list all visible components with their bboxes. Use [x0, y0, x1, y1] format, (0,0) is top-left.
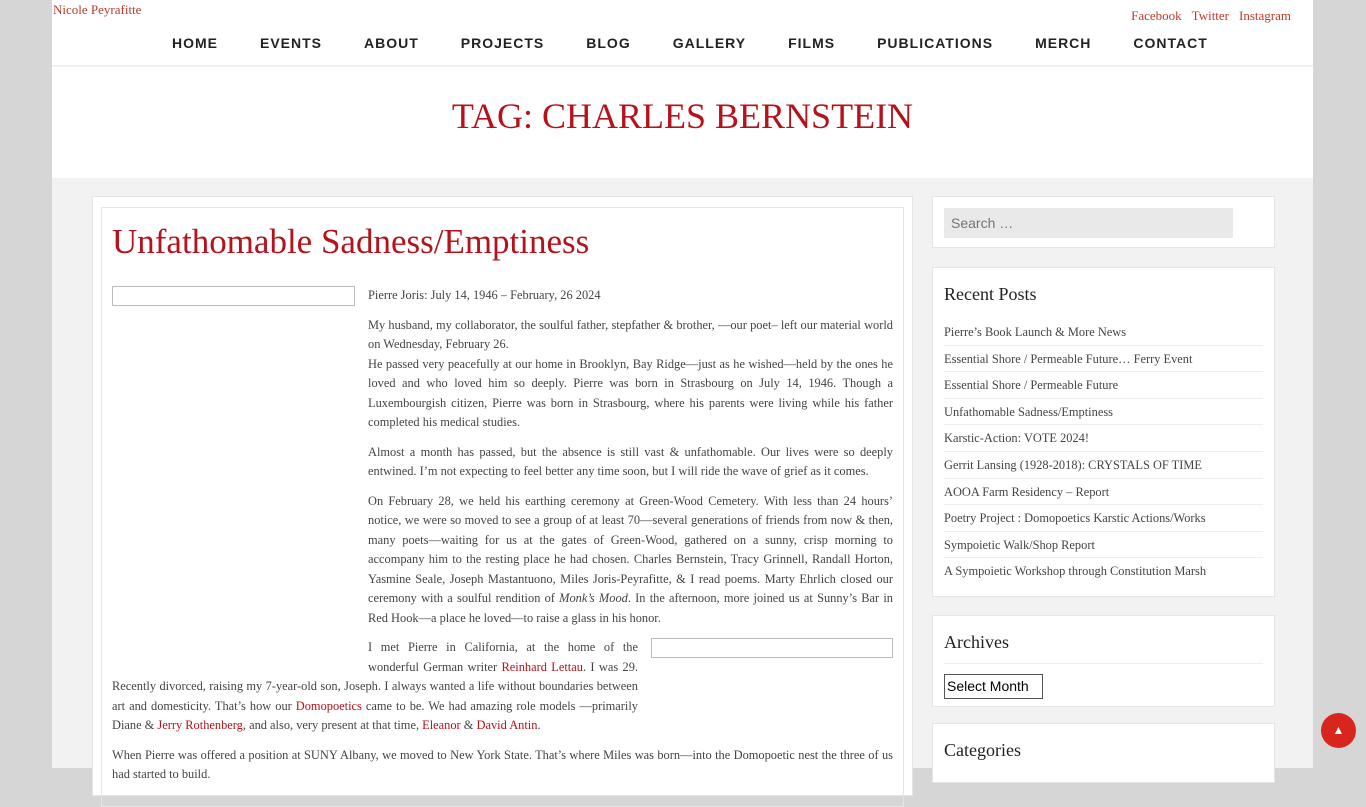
- post-image-left: [112, 286, 355, 658]
- post-paragraph: On February 28, we held his earthing ceremony at Green-Wood Cemetery. With less than 24 hours’ notice, we were so moved to see a group of at least 70—several generations of friends from now & then, many poets—waiting for us at the gates of Green-Wood, gathered on a sunny, crisp morning to accompany him to the resting place he had chosen. Charles Bernstein, Tracy Grinnell, Randall Horton, Yasmine Seale, Joseph Mastantuono, Miles Joris-Peyrafitte, & I read poems. Marty Ehrlich closed our ceremony with a soulful rendition of Monk’s Mood. In the afternoon, more joined us at Sunny’s Bar in Red Hook—a place he loved—to raise a glass in his honor.: [368, 493, 893, 625]
- post-article: [101, 207, 904, 807]
- recent-post-link[interactable]: A Sympoietic Workshop through Constitution Marsh: [944, 564, 1207, 579]
- twitter-link[interactable]: Twitter: [1191, 8, 1230, 23]
- categories-title: Categories: [944, 740, 1021, 760]
- nav-merch[interactable]: MERCH: [1035, 35, 1092, 51]
- nav-films[interactable]: FILMS: [788, 35, 836, 51]
- link-reinhard-lettau[interactable]: Reinhard Lettau: [501, 659, 583, 674]
- search-widget: [932, 196, 1275, 248]
- page-banner: [52, 67, 1313, 178]
- recent-post-link[interactable]: Unfathomable Sadness/Emptiness: [944, 399, 1263, 426]
- post-container: [92, 196, 913, 796]
- page-title: TAG: CHARLES BERNSTEIN: [451, 96, 914, 136]
- link-david-antin[interactable]: David Antin: [476, 718, 538, 732]
- link-domopoetics[interactable]: Domopoetics: [295, 698, 362, 713]
- recent-posts-widget: [932, 267, 1275, 597]
- recent-post-link[interactable]: AOOA Farm Residency – Report: [944, 479, 1263, 506]
- post-paragraph: Almost a month has passed, but the absence is still vast & unfathomable. Our lives were so deeply entwined. I’m not expecting to feel better any time soon, but I will ride the wave of grief as it comes.: [368, 444, 893, 478]
- nav-about[interactable]: ABOUT: [364, 35, 419, 51]
- archives-title: Archives: [944, 632, 1263, 664]
- post-paragraph: When Pierre was offered a position at SUNY Albany, we moved to New York State. That’s where Miles was born—into the Domopoetic nest the three of us had started to build.: [112, 747, 893, 781]
- instagram-link[interactable]: Instagram: [1239, 8, 1291, 23]
- nav-contact[interactable]: CONTACT: [1133, 35, 1208, 51]
- search-input[interactable]: [944, 208, 1233, 238]
- recent-post-link[interactable]: Essential Shore / Permeable Future… Ferry Event: [944, 346, 1263, 373]
- archives-select[interactable]: Select Month: [944, 674, 1043, 699]
- nav-publications[interactable]: PUBLICATIONS: [877, 35, 994, 51]
- post-dates: Pierre Joris: July 14, 1946 – February, 26 2024: [368, 288, 601, 302]
- recent-posts-title: Recent Posts: [944, 284, 1037, 304]
- site-header: [52, 0, 1313, 66]
- post-paragraph: My husband, my collaborator, the soulful father, stepfather & brother, —our poet– left our material world on Wednesday, February 26. He passed very peacefully at our home in Brooklyn, Bay Ridge—just as he wished—held by the ones he loved and who loved him so deeply. Pierre was born in Strasbourg on July 14, 1946. Though a Luxembourgish citizen, Pierre was born in Strasbourg, where his parents were living while his father completed his medical studies.: [368, 317, 893, 429]
- page: [52, 0, 1313, 781]
- facebook-link[interactable]: Facebook: [1131, 8, 1182, 23]
- recent-post-link[interactable]: Karstic-Action: VOTE 2024!: [944, 425, 1263, 452]
- link-eleanor[interactable]: Eleanor: [422, 718, 461, 732]
- scroll-top-icon[interactable]: ▲: [1321, 713, 1356, 748]
- recent-post-link[interactable]: Gerrit Lansing (1928-2018): CRYSTALS OF TIME: [944, 452, 1263, 479]
- nav-gallery[interactable]: GALLERY: [672, 35, 747, 51]
- nav-home[interactable]: HOME: [172, 35, 218, 51]
- nav-blog[interactable]: BLOG: [586, 35, 631, 51]
- recent-post-link[interactable]: Essential Shore / Permeable Future: [944, 372, 1263, 399]
- recent-post-link[interactable]: Sympoietic Walk/Shop Report: [944, 532, 1263, 559]
- post-title[interactable]: Unfathomable Sadness/Emptiness: [112, 222, 590, 261]
- categories-widget: [932, 723, 1275, 783]
- post-image-right: [651, 638, 893, 718]
- nav-events[interactable]: EVENTS: [260, 35, 323, 51]
- link-jerry-rothenberg[interactable]: Jerry Rothenberg: [157, 718, 243, 732]
- nav-projects[interactable]: PROJECTS: [460, 35, 545, 51]
- social-links: [1131, 8, 1291, 24]
- post-content: [112, 286, 893, 785]
- post-paragraph: I met Pierre in California, at the home of the wonderful German writer Reinhard Lettau. I was 29. Recently divorced, raising my 7-year-old son, Joseph. I always wanted a life without boundaries between art and domesticity. That’s how our Domopoetics came to be. We had amazing role models —primarily Diane & Jerry Rothenberg, and also, very present at that time, Eleanor & David Antin.: [112, 640, 638, 732]
- recent-post-link[interactable]: Poetry Project : Domopoetics Karstic Actions/Works: [944, 505, 1263, 532]
- site-logo[interactable]: Nicole Peyrafitte: [53, 2, 142, 17]
- main-nav: [172, 35, 1250, 51]
- recent-post-link[interactable]: Pierre’s Book Launch & More News: [944, 319, 1263, 346]
- archives-widget: [932, 615, 1275, 707]
